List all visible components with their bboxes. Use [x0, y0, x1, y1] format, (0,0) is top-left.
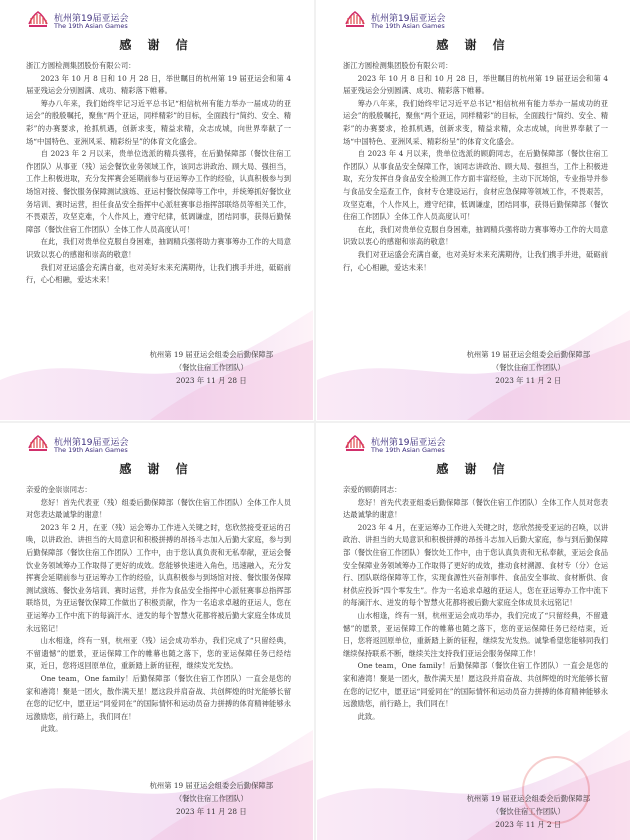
signature-team: （餐饮住宿工作团队）: [491, 807, 565, 816]
logo-english-text: The 19th Asian Games: [371, 446, 445, 454]
letter-paragraph: 2023 年 4 月，在亚运筹办工作进入关键之时，您欣然接受亚运的召唤，以讲政治、讲担当的大局意识和积极拼搏的昂扬斗志加入后勤大家庭，参与到后勤保障部（餐饮住宿工作团队）餐饮处工作中，由于您认真负责和无私奉献，亚运会食品安全保障业务领域筹办工作取得了更好的成效，推动食材溯源、食材专（分）仓运行、团队联络保障等工作，实现食源性兴奋剂事件、食品安全事故、食材断供、食材供应投诉“四个零发生”。作为一名追求卓越的亚运人，您在亚运筹办工作中流下的每滴汗水、迸发的每个智慧火花都将被后勤大家庭全体成员永远铭记！: [343, 522, 608, 608]
signature-org: 杭州第 19 届亚运会组委会后勤保障部: [466, 350, 590, 359]
signature-org: 杭州第 19 届亚运会组委会后勤保障部: [466, 794, 590, 803]
letter-signature: [467, 348, 590, 387]
signature-team: （餐饮住宿工作团队）: [491, 363, 565, 372]
asian-games-logo: [26, 432, 186, 458]
thank-you-letter-1: [0, 0, 313, 420]
letter-paragraph: One team，One family！后勤保障部（餐饮住宿工作团队）一直会是您的家和港湾！聚是一团火，散作满天星！愿这段并肩奋战、共创辉煌的时光能够长留在您的记忆中，愿亚运“同爱同在”的国际情怀和运动员奋力拼搏的体育精神能够永远激励您，前行路上，我们同在！: [26, 673, 291, 721]
letter-paragraph: 筹办八年来，我们始终牢记习近平总书记“相信杭州有能力举办一届成功的亚运会”的殷殷嘱托，聚焦“两个亚运，同样精彩”的目标，全面践行“简约、安全、精彩”的办赛要求，抢抓机遇，创新求变，精益求精，众志成城，向世界奉献了一场“中国特色、亚洲风采、精彩纷呈”的体育文化盛会。: [26, 98, 291, 146]
logo-chinese-text: 杭州第19届亚运会: [54, 438, 129, 448]
letter-signature: [150, 779, 273, 818]
letter-paragraph: 自 2023 年 2 月以来，贵单位选派的精兵强将，在后勤保障部（餐饮住宿工作团队）从事亚（残）运会餐饮业务领域工作，该同志讲政治、顾大局、强担当，工作上积极进取，充分发挥赛会延期前参与亚运筹办工作的经验，认真积极参与到场馆对接、餐饮服务保障测试演练、亚运村餐饮保障等工作中，并统筹抓好餐饮业务培训、赛时运营，担任食品安全指挥中心派驻赛事总指挥部联络员等相关工作，不畏艰苦，攻坚克难，个人作风上，遵守纪律，低调谦虚，团结同事，获得后勤保障部（餐饮住宿工作团队）全体工作人员高度认可！: [26, 149, 291, 234]
horizontal-divider: [0, 421, 630, 423]
letter-paragraph: 山水相逢，终有一别，杭州亚运会成功举办，我们完成了“只留经典，不留遗憾”的愿景，亚运保障工作的帷幕也随之落下，您的亚运保障任务已经结束，近日，您将返回原单位，重新踏上新的征程，继续发光发热。诚挚希望您能够同我们继续保持联系不断，继续关注支持我们亚运会服务保障工作！: [343, 610, 608, 658]
logo-english-text: The 19th Asian Games: [54, 22, 128, 30]
letter-title: 感 谢 信: [119, 462, 194, 476]
thank-you-letter-2: [317, 0, 630, 420]
letter-paragraph: 我们对亚运盛会充满自豪，也对美好未来充满期待，让我们携手并进，砥砺前行，心心相融，爱达未来！: [26, 262, 291, 285]
letter-paragraph: 您好！首先代表亚组委后勤保障部（餐饮住宿工作团队）全体工作人员对您表达最诚挚的谢意！: [343, 497, 608, 520]
letter-paragraph: 2023 年 10 月 8 日和 10 月 28 日，举世瞩目的杭州第 19 届亚运会和第 4 届亚残运会分别圆满、成功、精彩落下帷幕。: [26, 73, 291, 96]
logo-english-text: The 19th Asian Games: [54, 446, 128, 454]
logo-english-text: The 19th Asian Games: [371, 22, 445, 30]
letter-salutation: 浙江方圆检测集团股份有限公司：: [343, 61, 453, 70]
asian-games-logo: [343, 432, 503, 458]
letter-paragraph: 2023 年 2 月，在亚（残）运会筹办工作进入关键之时，您欣然接受亚运的召唤，以讲政治、讲担当的大局意识和积极拼搏的昂扬斗志加入后勤大家庭，参与到后勤保障部（餐饮住宿工作团队）工作中，由于您认真负责和无私奉献，亚运会餐饮业务领域筹办工作取得了更好的成效。您能够快速进入角色，迅速融入，充分发挥赛会延期前参与亚运筹办工作的经验，认真积极参与到场馆对接、餐饮服务保障测试演练、餐饮业务培训、赛时运营，并作为食品安全指挥中心派驻赛事总指挥部联络员，为亚运餐饮保障工作做出了积极贡献，作为一名追求卓越的亚运人，您在亚运筹办工作中流下的每滴汗水、迸发的每个智慧火花都将被后勤大家庭全体成员永远铭记！: [26, 522, 291, 633]
letter-body: [343, 484, 608, 723]
letter-paragraph: 筹办八年来，我们始终牢记习近平总书记“相信杭州有能力举办一届成功的亚运会”的殷殷嘱托，聚焦“两个亚运，同样精彩”的目标，全面践行“简约、安全、精彩”的办赛要求，抢抓机遇，创新求变，精益求精，众志成城，向世界奉献了一场“中国特色、亚洲风采、精彩纷呈”的体育文化盛会。: [343, 98, 608, 146]
letter-paragraph: 自 2023 年 4 月以来，贵单位选派的顾蔚同志，在后勤保障部（餐饮住宿工作团队）从事食品安全保障工作，该同志讲政治、顾大局、强担当，工作上积极进取，充分发挥自身食品安全检测工作方面丰富经验，主动下沉场馆，专业指导并参与食品安全巡查工作，食材专仓建设运行，食材应急保障等领域工作，不畏艰苦，攻坚克难，个人作风上，遵守纪律，低调谦虚，团结同事，获得后勤保障部（餐饮住宿工作团队）全体工作人员高度认可！: [343, 149, 608, 222]
letter-paragraph: 2023 年 10 月 8 日和 10 月 28 日，举世瞩目的杭州第 19 届亚运会和第 4 届亚残运会分别圆满、成功、精彩落下帷幕。: [343, 73, 608, 96]
signature-org: 杭州第 19 届亚运会组委会后勤保障部: [149, 781, 273, 790]
letter-paragraph: 在此，我们对贵单位克服自身困难，抽调精兵强将助力赛事筹办工作的大局意识致以衷心的感谢和崇高的敬意！: [26, 237, 291, 259]
letter-signature: [150, 348, 273, 387]
letter-salutation: 浙江方圆检测集团股份有限公司：: [26, 61, 136, 70]
asian-games-logo: [343, 8, 503, 34]
letter-title: 感 谢 信: [436, 38, 511, 52]
letter-body: [26, 60, 291, 287]
asian-games-emblem-icon: [26, 432, 50, 456]
letter-paragraph: 我们对亚运盛会充满自豪，也对美好未来充满期待，让我们携手并进，砥砺前行，心心相融，爱达未来！: [343, 249, 608, 272]
letter-salutation: 亲爱的顾蔚同志：: [343, 485, 402, 494]
asian-games-emblem-icon: [343, 432, 367, 456]
letter-paragraph: 此致。: [40, 724, 63, 734]
signature-date: 2023 年 11 月 28 日: [175, 807, 247, 816]
vertical-divider: [314, 0, 316, 840]
thank-you-letter-4: [317, 424, 630, 840]
letter-paragraph: 在此，我们对贵单位克服自身困难，抽调精兵强将助力赛事筹办工作的大局意识致以衷心的感谢和崇高的敬意！: [343, 224, 608, 247]
official-seal: [522, 756, 590, 824]
asian-games-logo: [26, 8, 186, 34]
letter-title: 感 谢 信: [436, 462, 511, 476]
letter-body: [26, 484, 291, 736]
asian-games-emblem-icon: [26, 8, 50, 32]
letter-paragraph: One team，One family！后勤保障部（餐饮住宿工作团队）一直会是您的家和港湾！聚是一团火，散作满天星！愿这段并肩奋战、共创辉煌的时光能够长留在您的记忆中，愿亚运“同爱同在”的国际情怀和运动员奋力拼搏的体育精神能够永远激励您，前行路上，我们同在！: [343, 661, 608, 709]
letter-paragraph: 您好！首先代表亚（残）组委后勤保障部（餐饮住宿工作团队）全体工作人员对您表达最诚挚的谢意！: [26, 497, 291, 520]
logo-chinese-text: 杭州第19届亚运会: [371, 438, 446, 448]
signature-date: 2023 年 11 月 2 日: [495, 376, 562, 385]
letter-paragraph: 此致。: [357, 711, 380, 721]
letter-paragraph: 山水相逢，终有一别，杭州亚（残）运会成功举办，我们完成了“只留经典，不留遗憾”的愿景，亚运保障工作的帷幕也随之落下，您的亚运保障任务已经结束，近日，您将返回原单位，重新踏上新的征程，继续发光发热。: [26, 636, 291, 671]
letter-salutation: 亲爱的金崇崇同志：: [26, 485, 92, 494]
asian-games-emblem-icon: [343, 8, 367, 32]
signature-org: 杭州第 19 届亚运会组委会后勤保障部: [149, 350, 273, 359]
signature-team: （餐饮住宿工作团队）: [174, 794, 248, 803]
signature-date: 2023 年 11 月 28 日: [175, 376, 247, 385]
thank-you-letter-3: [0, 424, 313, 840]
letter-title: 感 谢 信: [119, 38, 194, 52]
signature-team: （餐饮住宿工作团队）: [174, 363, 248, 372]
logo-chinese-text: 杭州第19届亚运会: [371, 14, 446, 24]
logo-chinese-text: 杭州第19届亚运会: [54, 14, 129, 24]
signature-date: 2023 年 11 月 2 日: [495, 820, 562, 829]
letter-body: [343, 60, 608, 274]
